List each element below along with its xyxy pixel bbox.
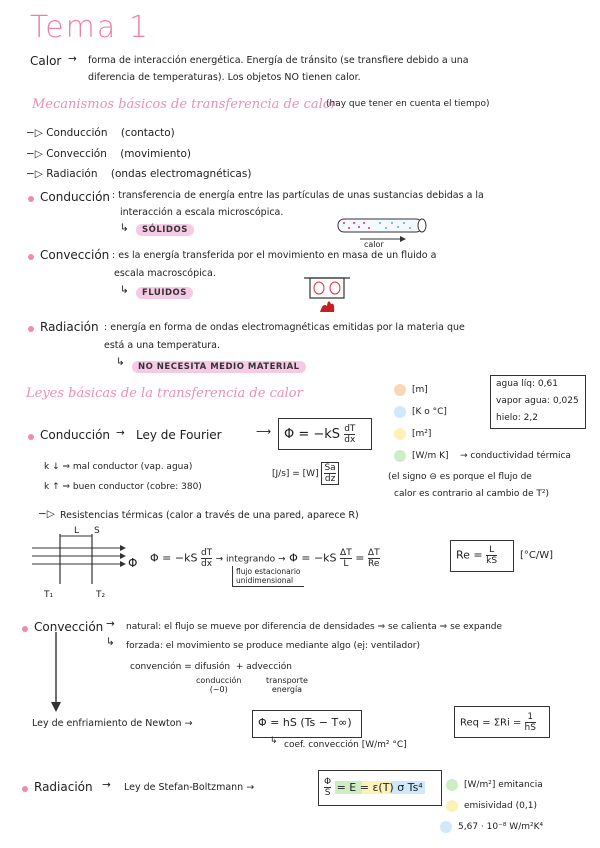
stefan-rhs: = E = ε(T) σ Ts⁴ (336, 780, 423, 794)
conveccion-natural: natural: el flujo se mueve por diferencia de densidades ⇒ se calienta ⇒ se expande (126, 622, 503, 632)
conduccion-term: Conducción (40, 190, 111, 204)
re-lhs: Re = (456, 548, 483, 562)
bracket-line-1: flujo estacionario (236, 567, 301, 576)
unit-dot (394, 406, 406, 418)
wall-phi-label: Φ (128, 556, 138, 570)
fraction-num: 1 (525, 712, 536, 723)
mechanism-name: Radiación (46, 168, 98, 180)
fourier-units (272, 462, 339, 485)
laws-heading: Leyes básicas de la transferencia de calor (26, 386, 303, 401)
mechanism-desc: (ondas electromagnéticas) (110, 168, 252, 180)
branch-arrow-icon: ↳ (106, 636, 115, 648)
fourier-units-lhs: [J/s] = [W] (272, 469, 319, 479)
mechanisms-note: (hay que tener en cuenta el tiempo) (326, 99, 490, 109)
unit-label: [m] (412, 385, 428, 395)
legend-sigma: 5,67 · 10⁻⁸ W/m²K⁴ (458, 822, 544, 832)
conduccion-line-2: interacción a escala microscópica. (120, 207, 284, 218)
resist-arrow-text: → integrando → (215, 554, 286, 565)
rod-end (418, 219, 426, 232)
coef-note: coef. convección [W/m² °C] (284, 740, 407, 750)
bullet-icon (28, 196, 34, 202)
bullet-icon (22, 626, 28, 632)
conveccion-forzada: forzada: el movimiento se produce mediante algo (ej: ventilador) (126, 641, 420, 651)
k-high-note: k ↑ ⇒ buen conductor (cobre: 380) (44, 482, 202, 492)
stefan-law: Ley de Stefan-Boltzmann → (124, 782, 255, 793)
arrow-icon: → (106, 618, 115, 630)
arrow-icon: ⟶ (256, 426, 272, 438)
wall-T1-label: T₁ (44, 590, 54, 600)
rod-label: calor (364, 240, 384, 249)
bracket-line-2: unidimensional (236, 576, 294, 585)
fraction-den: L (343, 559, 349, 569)
mechanism-item-conduccion (26, 127, 175, 139)
mechanism-item-conveccion (26, 148, 191, 160)
fourier-term: Conducción (40, 428, 111, 442)
fraction-den: kS (486, 556, 498, 566)
dif-sub-2: (~0) (209, 685, 228, 694)
conveccion-line-1: : es la energía transferida por el movimiento en masa de un fluido a (112, 250, 437, 261)
fourier-units-frac (321, 462, 338, 485)
pot-body (310, 278, 344, 298)
legend-dot-emitancia (446, 779, 458, 791)
fraction-num: ΔT (367, 548, 380, 558)
radiacion-line-1: : energía en forma de ondas electromagnéticas emitidas por la materia que (104, 322, 465, 333)
rod-body (338, 219, 422, 232)
fraction-num: dT (344, 424, 356, 434)
resist-frac-2 (340, 548, 352, 569)
conveccion-term: Convección (40, 248, 110, 262)
convencion-sub-dif (196, 676, 242, 694)
resist-frac-3 (368, 548, 380, 569)
fourier-law-name: Ley de Fourier (136, 428, 222, 442)
bracket-note (232, 566, 304, 587)
fraction-den: dx (201, 559, 213, 569)
arrow-icon: → (102, 779, 111, 791)
unit-dot (394, 450, 406, 462)
conveccion-law-term: Convección (34, 620, 104, 634)
arrow-icon: → (116, 427, 125, 439)
resist-eq: = (355, 551, 365, 565)
re-formula (456, 545, 497, 566)
dif-sub: conducción (196, 676, 242, 685)
convencion-sub-adv (266, 676, 308, 694)
re-fraction (486, 545, 497, 566)
adv-sub: transporte (266, 676, 308, 685)
unit-dot (394, 384, 406, 396)
radiacion-line-2: está a una temperatura. (104, 340, 221, 351)
legend-dot-emisividad (446, 800, 458, 812)
tag-fluidos: FLUIDOS (136, 287, 193, 299)
unit-label: [K o °C] (412, 407, 447, 417)
mechanism-item-radiacion (26, 168, 251, 180)
legend-emisividad: emisividad (0,1) (464, 801, 537, 811)
fraction-num: ΔT (340, 548, 352, 558)
fraction-den: dx (344, 435, 356, 445)
unit-dot (394, 428, 406, 440)
req-lhs: Req = ΣRi = (460, 717, 522, 729)
intro-line-2: diferencia de temperaturas). Los objetos NO tienen calor. (88, 72, 361, 83)
resist-part1: Φ = −kS (150, 551, 198, 565)
k-value-agua: agua líq: 0,61 (496, 379, 558, 389)
resist-frac-1 (201, 548, 212, 569)
bullet-icon (28, 434, 34, 440)
conveccion-line-2: escala macroscópica. (114, 268, 216, 279)
flame-icon (320, 301, 334, 312)
resist-part2: Φ = −kS (289, 551, 337, 565)
fraction-den: Re (368, 559, 380, 569)
mechanism-name: Convección (46, 148, 107, 160)
fraction-num: Sa (324, 463, 336, 473)
wall-T2-label: T₂ (96, 590, 106, 600)
tag-no-medio: NO NECESITA MEDIO MATERIAL (132, 361, 306, 373)
resist-arrow-icon: −▷ (38, 508, 55, 520)
boiling-pot-drawing (298, 274, 358, 318)
sign-note-2: calor es contrario al cambio de T²) (394, 489, 550, 499)
conduccion-line-1: : transferencia de energía entre las partículas de unas sustancias debidas a la (112, 190, 484, 201)
mechanism-name: Conducción (46, 127, 108, 139)
mechanisms-heading: Mecanismos básicos de transferencia de calor (32, 97, 337, 112)
stefan-fraction (324, 777, 331, 798)
k-value-hielo: hielo: 2,2 (496, 413, 538, 423)
radiacion-term: Radiación (40, 320, 99, 334)
resist-line: Resistencias térmicas (calor a través de una pared, aparece R) (60, 510, 359, 521)
k-value-vapor: vapor agua: 0,025 (496, 396, 579, 406)
arrow-icon: −▷ (26, 148, 47, 160)
mechanism-desc: (contacto) (120, 127, 175, 139)
re-units: [°C/W] (520, 550, 554, 561)
fraction-num: L (486, 545, 497, 556)
fourier-fraction (344, 424, 355, 445)
intro-line-1: forma de interacción energética. Energía de tránsito (se transfiere debido a una (88, 55, 469, 66)
bullet-icon (28, 326, 34, 332)
fraction-num: Φ (324, 777, 332, 787)
fourier-lhs: Φ = −kS (284, 427, 341, 442)
fraction-den: hS (524, 723, 536, 733)
radiacion-law-term: Radiación (34, 780, 93, 794)
unit-label: [W/m K] (412, 451, 449, 461)
fourier-formula (284, 424, 355, 445)
fraction-den: dz (324, 474, 336, 484)
tag-arrow-icon: ↳ (116, 356, 125, 368)
req-fraction (525, 712, 536, 733)
adv-sub-2: energía (271, 685, 303, 694)
wall-S-label: S (94, 526, 100, 536)
units-note: → conductividad térmica (460, 451, 571, 461)
mechanism-desc: (movimiento) (120, 148, 191, 160)
down-arrow-icon (50, 632, 62, 712)
bullet-icon (22, 786, 28, 792)
k-low-note: k ↓ ⇒ mal conductor (vap. agua) (44, 462, 193, 472)
fraction-num: dT (200, 548, 213, 558)
page-title: Tema 1 (30, 10, 150, 45)
tag-arrow-icon: ↳ (120, 284, 129, 296)
newton-formula: Φ = hS (Ts − T∞) (258, 716, 352, 729)
wall-L-label: L (74, 526, 80, 536)
req-formula (460, 712, 536, 733)
legend-emitancia: [W/m²] emitancia (464, 780, 543, 790)
unit-label: [m²] (412, 429, 432, 439)
stefan-formula (324, 777, 425, 798)
fraction-den: S (324, 788, 331, 798)
arrow-icon: −▷ (26, 168, 47, 180)
newton-law: Ley de enfriamiento de Newton → (32, 718, 193, 729)
legend-dot-sigma (440, 821, 452, 833)
tag-solidos: SÓLIDOS (136, 224, 194, 236)
convencion-sum: convención = difusión + advección (130, 662, 292, 672)
intro-term: Calor (30, 54, 62, 68)
tag-arrow-icon: ↳ (120, 222, 129, 234)
sign-note-1: (el signo ⊖ es porque el flujo de (388, 472, 532, 482)
bullet-icon (28, 254, 34, 260)
arrow-icon: −▷ (26, 127, 47, 139)
intro-arrow: → (68, 53, 77, 65)
coef-arrow-icon: ↳ (270, 736, 278, 746)
